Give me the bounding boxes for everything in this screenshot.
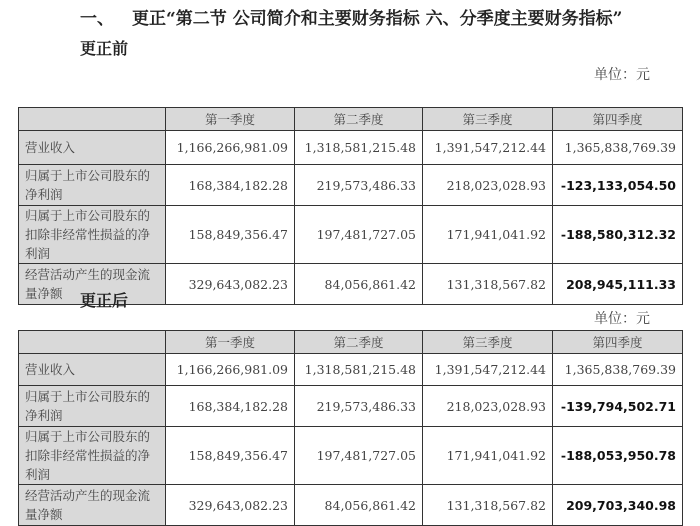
cell-value: 209,703,340.98 bbox=[553, 485, 683, 526]
row-label: 归属于上市公司股东的净利润 bbox=[19, 386, 166, 427]
row-label: 归属于上市公司股东的扣除非经常性损益的净利润 bbox=[19, 427, 166, 485]
cell-value: 329,643,082.23 bbox=[166, 485, 295, 526]
column-header bbox=[19, 108, 166, 131]
heading-title: 更正“第二节 公司简介和主要财务指标 六、分季度主要财务指标” bbox=[132, 9, 623, 29]
table-header-row bbox=[19, 108, 683, 131]
table-row bbox=[19, 427, 683, 485]
column-header bbox=[19, 331, 166, 354]
financial-table-before bbox=[18, 107, 683, 305]
cell-value: -123,133,054.50 bbox=[553, 165, 683, 206]
table-row bbox=[19, 206, 683, 264]
row-label: 归属于上市公司股东的扣除非经常性损益的净利润 bbox=[19, 206, 166, 264]
cell-value: -139,794,502.71 bbox=[553, 386, 683, 427]
cell-value: 158,849,356.47 bbox=[166, 427, 295, 485]
column-header: 第三季度 bbox=[423, 331, 553, 354]
cell-value: 131,318,567.82 bbox=[423, 485, 553, 526]
table-row bbox=[19, 165, 683, 206]
cell-value: 329,643,082.23 bbox=[166, 264, 295, 305]
cell-value: 197,481,727.05 bbox=[295, 427, 423, 485]
heading-number: 一、 bbox=[80, 9, 114, 29]
cell-value: 1,318,581,215.48 bbox=[295, 354, 423, 386]
table-row bbox=[19, 131, 683, 165]
cell-value: 218,023,028.93 bbox=[423, 386, 553, 427]
cell-value: 1,318,581,215.48 bbox=[295, 131, 423, 165]
cell-value: 168,384,182.28 bbox=[166, 165, 295, 206]
unit-label: 单位：元 bbox=[594, 311, 650, 327]
cell-value: 131,318,567.82 bbox=[423, 264, 553, 305]
column-header: 第四季度 bbox=[553, 108, 683, 131]
unit-label: 单位：元 bbox=[594, 67, 650, 83]
cell-value: -188,580,312.32 bbox=[553, 206, 683, 264]
cell-value: 1,166,266,981.09 bbox=[166, 354, 295, 386]
cell-value: 84,056,861.42 bbox=[295, 485, 423, 526]
cell-value: 1,365,838,769.39 bbox=[553, 354, 683, 386]
financial-table-after bbox=[18, 330, 683, 526]
column-header: 第一季度 bbox=[166, 331, 295, 354]
cell-value: 171,941,041.92 bbox=[423, 427, 553, 485]
cell-value: -188,053,950.78 bbox=[553, 427, 683, 485]
section-title-after: 更正后 bbox=[80, 291, 129, 310]
row-label: 营业收入 bbox=[19, 131, 166, 165]
column-header: 第四季度 bbox=[553, 331, 683, 354]
cell-value: 171,941,041.92 bbox=[423, 206, 553, 264]
cell-value: 84,056,861.42 bbox=[295, 264, 423, 305]
section-title-before: 更正前 bbox=[80, 39, 129, 58]
table-header-row bbox=[19, 331, 683, 354]
column-header: 第三季度 bbox=[423, 108, 553, 131]
cell-value: 218,023,028.93 bbox=[423, 165, 553, 206]
cell-value: 1,365,838,769.39 bbox=[553, 131, 683, 165]
row-label: 经营活动产生的现金流量净额 bbox=[19, 264, 166, 305]
document-heading bbox=[80, 4, 622, 29]
table-row bbox=[19, 354, 683, 386]
cell-value: 1,166,266,981.09 bbox=[166, 131, 295, 165]
cell-value: 219,573,486.33 bbox=[295, 165, 423, 206]
row-label: 经营活动产生的现金流量净额 bbox=[19, 485, 166, 526]
column-header: 第一季度 bbox=[166, 108, 295, 131]
row-label: 归属于上市公司股东的净利润 bbox=[19, 165, 166, 206]
column-header: 第二季度 bbox=[295, 331, 423, 354]
table-row bbox=[19, 485, 683, 526]
column-header: 第二季度 bbox=[295, 108, 423, 131]
cell-value: 197,481,727.05 bbox=[295, 206, 423, 264]
cell-value: 1,391,547,212.44 bbox=[423, 354, 553, 386]
row-label: 营业收入 bbox=[19, 354, 166, 386]
cell-value: 219,573,486.33 bbox=[295, 386, 423, 427]
cell-value: 1,391,547,212.44 bbox=[423, 131, 553, 165]
cell-value: 168,384,182.28 bbox=[166, 386, 295, 427]
table-row bbox=[19, 386, 683, 427]
cell-value: 208,945,111.33 bbox=[553, 264, 683, 305]
cell-value: 158,849,356.47 bbox=[166, 206, 295, 264]
